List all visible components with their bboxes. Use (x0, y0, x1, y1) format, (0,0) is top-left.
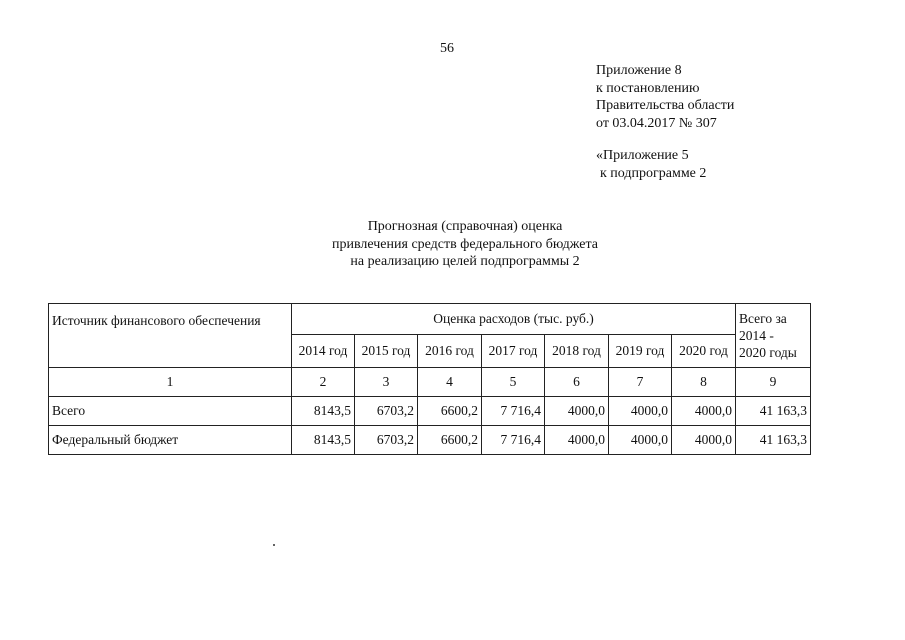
page-number: 56 (440, 41, 454, 56)
appendix-header (596, 62, 734, 132)
table-cell: 7 716,4 (482, 426, 545, 455)
column-number: 5 (482, 368, 545, 397)
document-title (280, 218, 650, 271)
year-header: 2017 год (482, 335, 545, 368)
title-line: привлечения средств федерального бюджета (332, 236, 598, 252)
table-cell: 6600,2 (418, 397, 482, 426)
table-row (49, 397, 811, 426)
column-number: 3 (355, 368, 418, 397)
column-number: 8 (672, 368, 736, 397)
budget-table (48, 303, 811, 455)
column-number: 7 (609, 368, 672, 397)
table-cell: 41 163,3 (736, 426, 811, 455)
table-cell: 4000,0 (545, 426, 609, 455)
appendix-ref-line: к подпрограмме 2 (600, 165, 707, 181)
year-header: 2018 год (545, 335, 609, 368)
table-cell: 4000,0 (672, 397, 736, 426)
table-cell: 6600,2 (418, 426, 482, 455)
appendix-ref-line: «Приложение 5 (596, 148, 689, 163)
table-cell: 4000,0 (545, 397, 609, 426)
source-header: Источник финансового обеспечения (49, 304, 292, 368)
column-number-row (49, 368, 811, 397)
total-header-line: Всего за (739, 311, 787, 326)
table-cell: 4000,0 (672, 426, 736, 455)
title-line: на реализацию целей подпрограммы 2 (350, 254, 580, 269)
total-header (736, 304, 811, 368)
column-number: 1 (49, 368, 292, 397)
estimate-header: Оценка расходов (тыс. руб.) (292, 304, 736, 335)
column-number: 4 (418, 368, 482, 397)
table-cell: 4000,0 (609, 426, 672, 455)
column-number: 6 (545, 368, 609, 397)
table-row (49, 426, 811, 455)
appendix-line: Приложение 8 (596, 63, 682, 78)
row-label: Федеральный бюджет (49, 426, 292, 455)
table-cell: 7 716,4 (482, 397, 545, 426)
table-cell: 8143,5 (292, 397, 355, 426)
row-label: Всего (49, 397, 292, 426)
appendix-reference (596, 147, 706, 182)
column-number: 9 (736, 368, 811, 397)
appendix-line: Правительства области (596, 98, 735, 113)
year-header: 2019 год (609, 335, 672, 368)
table-cell: 41 163,3 (736, 397, 811, 426)
appendix-line: к постановлению (596, 80, 700, 96)
column-number: 2 (292, 368, 355, 397)
appendix-line: от 03.04.2017 № 307 (596, 115, 717, 131)
total-header-line: 2014 - (739, 328, 774, 343)
table-cell: 6703,2 (355, 426, 418, 455)
table-cell: 6703,2 (355, 397, 418, 426)
title-line: Прогнозная (справочная) оценка (367, 219, 563, 234)
year-header: 2020 год (672, 335, 736, 368)
total-header-line: 2020 годы (739, 345, 797, 360)
year-header: 2016 год (418, 335, 482, 368)
table-cell: 4000,0 (609, 397, 672, 426)
year-header: 2015 год (355, 335, 418, 368)
year-header: 2014 год (292, 335, 355, 368)
table-cell: 8143,5 (292, 426, 355, 455)
stray-mark (273, 544, 275, 546)
